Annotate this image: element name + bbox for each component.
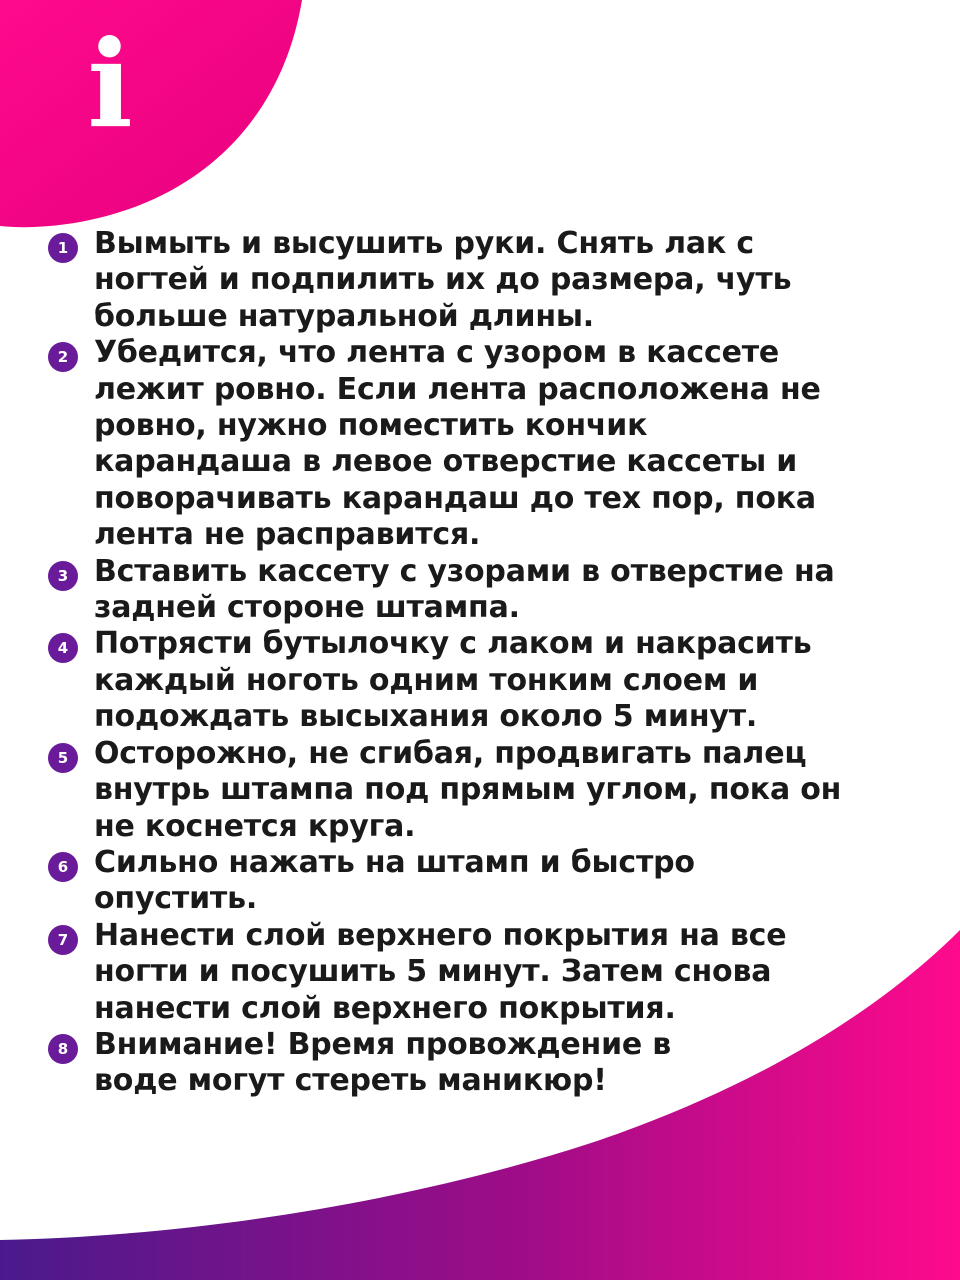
step-text: Внимание! Время провождение в воде могут стереть маникюр! bbox=[94, 1026, 672, 1099]
step-item bbox=[48, 918, 928, 1027]
steps-list bbox=[48, 226, 928, 1100]
step-text: Вымыть и высушить руки. Снять лак с ногтей и подпилить их до размера, чуть больше натуральной длины. bbox=[94, 226, 792, 334]
step-number-badge: 4 bbox=[48, 633, 78, 663]
step-item bbox=[48, 226, 928, 335]
step-item bbox=[48, 335, 928, 553]
step-number-badge: 6 bbox=[48, 852, 78, 882]
step-number-badge: 5 bbox=[48, 743, 78, 773]
step-text: Вставить кассету с узорами в отверстие на задней стороне штампа. bbox=[94, 553, 835, 626]
step-text: Убедится, что лента с узором в кассете лежит ровно. Если лента расположена не ровно, нужно поместить кончик карандаша в левое отверстие кассеты и поворачивать карандаш до тех пор, пока лента не расправится. bbox=[94, 335, 821, 553]
step-number-badge: 7 bbox=[48, 925, 78, 955]
step-text: Осторожно, не сгибая, продвигать палец внутрь штампа под прямым углом, пока он не коснется круга. bbox=[94, 735, 842, 844]
step-number-badge: 3 bbox=[48, 561, 78, 591]
step-text: Сильно нажать на штамп и быстро опустить. bbox=[94, 844, 695, 917]
step-number-badge: 1 bbox=[48, 233, 78, 263]
info-icon: i bbox=[87, 14, 133, 155]
step-item bbox=[48, 736, 928, 845]
step-item bbox=[48, 554, 928, 627]
step-text: Нанести слой верхнего покрытия на все ногти и посушить 5 минут. Затем снова нанести слой верхнего покрытия. bbox=[94, 917, 787, 1026]
step-item bbox=[48, 1027, 928, 1100]
step-item bbox=[48, 626, 928, 735]
step-number-badge: 2 bbox=[48, 342, 78, 372]
step-text: Потрясти бутылочку с лаком и накрасить каждый ноготь одним тонким слоем и подождать высыхания около 5 минут. bbox=[94, 626, 812, 735]
step-number-badge: 8 bbox=[48, 1034, 78, 1064]
step-item bbox=[48, 845, 928, 918]
